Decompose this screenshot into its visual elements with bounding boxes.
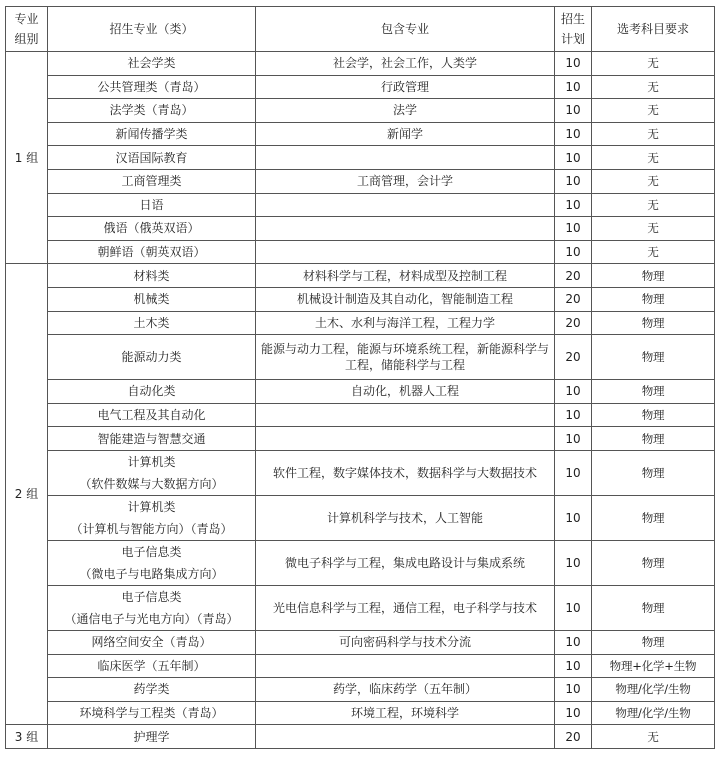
- major-cell: [48, 678, 256, 702]
- major-text: 计算机类: [127, 454, 176, 469]
- table-row: [6, 240, 715, 264]
- group-label: 3 组: [6, 725, 48, 749]
- major-cell: [48, 654, 256, 678]
- plan-count-cell: 10: [555, 169, 592, 193]
- subject-requirement-cell: 物理: [592, 287, 715, 311]
- included-majors-cell: 社会学，社会工作，人类学: [256, 52, 555, 76]
- included-majors-cell: 计算机科学与技术，人工智能: [256, 495, 555, 540]
- major-text: 俄语（俄英双语）: [103, 221, 200, 236]
- included-majors-cell: 土木、水利与海洋工程，工程力学: [256, 311, 555, 335]
- included-majors-cell: [256, 146, 555, 170]
- plan-count-cell: 10: [555, 403, 592, 427]
- included-majors-cell: 法学: [256, 99, 555, 123]
- major-cell: [48, 335, 256, 380]
- subject-requirement-cell: 无: [592, 240, 715, 264]
- major-text: 护理学: [133, 729, 170, 744]
- table-row: [6, 701, 715, 725]
- major-cell: [48, 630, 256, 654]
- subject-requirement-cell: 物理+化学+生物: [592, 654, 715, 678]
- subject-requirement-cell: 无: [592, 99, 715, 123]
- subject-requirement-cell: 物理: [592, 540, 715, 585]
- included-majors-cell: [256, 217, 555, 241]
- table-row: [6, 403, 715, 427]
- major-text: 药学类: [133, 682, 170, 697]
- plan-count-cell: 10: [555, 450, 592, 495]
- major-text: 电子信息类: [121, 544, 182, 559]
- major-text: （通信电子与光电方向）（青岛）: [64, 611, 239, 626]
- included-majors-cell: 微电子科学与工程，集成电路设计与集成系统: [256, 540, 555, 585]
- table-row: [6, 380, 715, 404]
- major-cell: [48, 311, 256, 335]
- major-text: 日语: [139, 197, 164, 212]
- table-row: [6, 654, 715, 678]
- table-row: [6, 75, 715, 99]
- subject-requirement-cell: 物理: [592, 495, 715, 540]
- group-label: 1 组: [6, 52, 48, 264]
- major-text: 智能建造与智慧交通: [97, 431, 206, 446]
- subject-requirement-cell: 物理: [592, 403, 715, 427]
- admission-plan-table: [5, 6, 715, 749]
- included-majors-cell: 软件工程，数字媒体技术，数据科学与大数据技术: [256, 450, 555, 495]
- major-cell: [48, 75, 256, 99]
- header-plan-line-1: 招生: [560, 12, 585, 26]
- header-major: 招生专业（类）: [48, 7, 256, 52]
- included-majors-cell: [256, 403, 555, 427]
- included-majors-cell: 新闻学: [256, 122, 555, 146]
- major-cell: [48, 240, 256, 264]
- major-text: 朝鲜语（朝英双语）: [97, 245, 206, 260]
- table-row: [6, 427, 715, 451]
- included-majors-cell: 可向密码科学与技术分流: [256, 630, 555, 654]
- table-body: [6, 52, 715, 749]
- major-text: 计算机类: [127, 499, 176, 514]
- plan-count-cell: 10: [555, 380, 592, 404]
- major-cell: [48, 701, 256, 725]
- plan-count-cell: 10: [555, 654, 592, 678]
- plan-count-cell: 20: [555, 287, 592, 311]
- major-text: 新闻传播学类: [115, 127, 188, 142]
- plan-count-cell: 10: [555, 540, 592, 585]
- included-majors-cell: 药学，临床药学（五年制）: [256, 678, 555, 702]
- major-cell: [48, 495, 256, 540]
- subject-requirement-cell: 物理: [592, 335, 715, 380]
- subject-requirement-cell: 无: [592, 75, 715, 99]
- included-majors-cell: [256, 193, 555, 217]
- subject-requirement-cell: 物理: [592, 311, 715, 335]
- plan-count-cell: 10: [555, 75, 592, 99]
- major-text: （软件数媒与大数据方向）: [79, 476, 224, 491]
- major-text: 电子信息类: [121, 589, 182, 604]
- table-row: [6, 287, 715, 311]
- major-cell: [48, 287, 256, 311]
- major-text: 环境科学与工程类（青岛）: [79, 705, 224, 720]
- plan-count-cell: 20: [555, 264, 592, 288]
- plan-count-cell: 10: [555, 122, 592, 146]
- table-row: [6, 495, 715, 540]
- table-header: [6, 7, 715, 52]
- plan-count-cell: 10: [555, 585, 592, 630]
- subject-requirement-cell: 物理: [592, 630, 715, 654]
- header-plan: [555, 7, 592, 52]
- table-row: [6, 450, 715, 495]
- header-group-line-2: 组别: [14, 32, 39, 46]
- major-cell: [48, 450, 256, 495]
- major-cell: [48, 193, 256, 217]
- major-text: 公共管理类（青岛）: [97, 79, 206, 94]
- plan-count-cell: 10: [555, 678, 592, 702]
- major-text: 社会学类: [127, 56, 176, 71]
- major-text: 法学类（青岛）: [109, 103, 194, 118]
- subject-requirement-cell: 物理/化学/生物: [592, 701, 715, 725]
- major-cell: [48, 380, 256, 404]
- subject-requirement-cell: 无: [592, 146, 715, 170]
- header-plan-line-2: 计划: [560, 32, 585, 46]
- included-majors-cell: 光电信息科学与工程，通信工程，电子科学与技术: [256, 585, 555, 630]
- plan-count-cell: 10: [555, 630, 592, 654]
- major-text: 临床医学（五年制）: [97, 658, 206, 673]
- plan-count-cell: 20: [555, 335, 592, 380]
- plan-count-cell: 10: [555, 99, 592, 123]
- included-majors-cell: 工商管理，会计学: [256, 169, 555, 193]
- plan-count-cell: 10: [555, 146, 592, 170]
- subject-requirement-cell: 物理: [592, 264, 715, 288]
- major-cell: [48, 52, 256, 76]
- subject-requirement-cell: 无: [592, 122, 715, 146]
- included-majors-cell: [256, 725, 555, 749]
- major-cell: [48, 585, 256, 630]
- included-majors-cell: 环境工程，环境科学: [256, 701, 555, 725]
- table-row: [6, 630, 715, 654]
- major-text: 工商管理类: [121, 174, 182, 189]
- subject-requirement-cell: 物理: [592, 380, 715, 404]
- major-cell: [48, 146, 256, 170]
- major-cell: [48, 122, 256, 146]
- included-majors-cell: [256, 427, 555, 451]
- major-cell: [48, 99, 256, 123]
- major-text: 机械类: [133, 292, 170, 307]
- subject-requirement-cell: 无: [592, 193, 715, 217]
- table-row: [6, 217, 715, 241]
- table-row: [6, 585, 715, 630]
- plan-count-cell: 10: [555, 495, 592, 540]
- subject-requirement-cell: 无: [592, 217, 715, 241]
- table-row: [6, 678, 715, 702]
- included-majors-cell: [256, 240, 555, 264]
- included-majors-cell: 材料科学与工程，材料成型及控制工程: [256, 264, 555, 288]
- major-text: 能源动力类: [121, 350, 182, 365]
- subject-requirement-cell: 无: [592, 725, 715, 749]
- included-majors-cell: 能源与动力工程，能源与环境系统工程，新能源科学与工程，储能科学与工程: [256, 335, 555, 380]
- major-cell: [48, 540, 256, 585]
- major-cell: [48, 217, 256, 241]
- major-text: （微电子与电路集成方向）: [79, 566, 224, 581]
- table-row: [6, 311, 715, 335]
- subject-requirement-cell: 无: [592, 169, 715, 193]
- plan-count-cell: 10: [555, 193, 592, 217]
- major-text: 土木类: [133, 315, 170, 330]
- major-text: 汉语国际教育: [115, 150, 188, 165]
- subject-requirement-cell: 物理: [592, 427, 715, 451]
- plan-count-cell: 10: [555, 701, 592, 725]
- table-row: [6, 169, 715, 193]
- table-row: [6, 52, 715, 76]
- major-text: 网络空间安全（青岛）: [91, 635, 212, 650]
- included-majors-cell: 机械设计制造及其自动化，智能制造工程: [256, 287, 555, 311]
- subject-requirement-cell: 物理/化学/生物: [592, 678, 715, 702]
- plan-count-cell: 10: [555, 240, 592, 264]
- major-cell: [48, 403, 256, 427]
- group-label: 2 组: [6, 264, 48, 725]
- plan-count-cell: 10: [555, 52, 592, 76]
- subject-requirement-cell: 无: [592, 52, 715, 76]
- header-group: [6, 7, 48, 52]
- included-majors-cell: [256, 654, 555, 678]
- major-text: 材料类: [133, 268, 170, 283]
- table-row: [6, 99, 715, 123]
- subject-requirement-cell: 物理: [592, 450, 715, 495]
- included-majors-cell: 自动化，机器人工程: [256, 380, 555, 404]
- plan-count-cell: 10: [555, 217, 592, 241]
- major-text: 自动化类: [127, 384, 176, 399]
- table-row: [6, 540, 715, 585]
- table-row: [6, 725, 715, 749]
- major-text: 电气工程及其自动化: [97, 408, 206, 423]
- major-cell: [48, 169, 256, 193]
- plan-count-cell: 10: [555, 427, 592, 451]
- header-included: 包含专业: [256, 7, 555, 52]
- header-group-line-1: 专业: [14, 12, 39, 26]
- table-row: [6, 193, 715, 217]
- table-row: [6, 264, 715, 288]
- major-cell: [48, 264, 256, 288]
- plan-count-cell: 20: [555, 311, 592, 335]
- subject-requirement-cell: 物理: [592, 585, 715, 630]
- plan-count-cell: 20: [555, 725, 592, 749]
- header-subjects: 选考科目要求: [592, 7, 715, 52]
- major-cell: [48, 725, 256, 749]
- included-majors-cell: 行政管理: [256, 75, 555, 99]
- header-row: [6, 7, 715, 52]
- major-cell: [48, 427, 256, 451]
- table-row: [6, 335, 715, 380]
- table-row: [6, 146, 715, 170]
- table-row: [6, 122, 715, 146]
- major-text: （计算机与智能方向）（青岛）: [70, 521, 233, 536]
